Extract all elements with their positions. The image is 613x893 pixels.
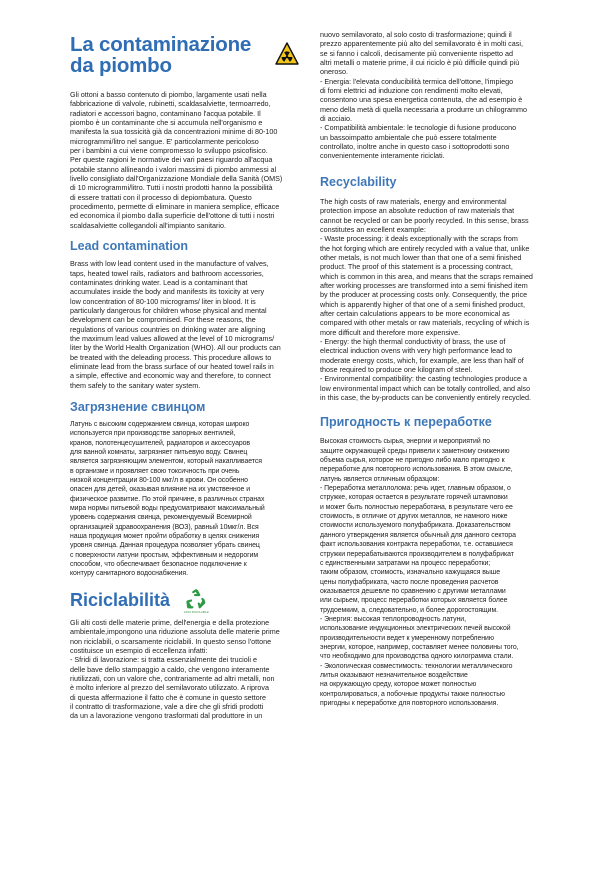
recycle-icon: [185, 588, 207, 610]
lead-paragraph-en: Brass with low lead content used in the manufacture of valves, taps, heated towel rails, radiators and bathroom accessories, contaminates drinking water. Lead is a contaminant that accumulates inside the body and manifests its toxicity at very low concentration of 80-100 micrograms/ liter in blood. It is particularly dangerous for children whose physical and mental development can be compromised. For these reasons, the regulations of various countries on drinking water are aligning the maximum lead values allowed at the level of 10 micrograms/ liter by the World Health Organization (WHO). All our products can be treated with the deleading process. This procedure allows to eliminate lead from the brass surface of our heated towel rails in a simple, effective and economic way and therefore, to connect them safely to the sanitary water system.: [70, 259, 281, 390]
recyclability-heading-en: Recyclability: [320, 174, 397, 189]
recyclability-heading-it: Riciclabilità: [70, 590, 171, 611]
title-row: [70, 34, 311, 76]
page-title: La contaminazione da piombo: [70, 33, 252, 77]
lead-heading-en: Lead contamination: [70, 239, 189, 254]
recyclability-paragraph-en: The high costs of raw materials, energy and environmental protection impose an absolute reduction of raw materials that cannot be recycled or can be poorly recycled. In this sense, brass constitutes an excellent example: - Waste processing: it deals exceptionally with the scraps from the hot forging which are entirely recycled with a value that, unlike other metals, is not much lower than that one of a semi finished product. The proof of this statement is a processing contract, which is common in this area, and means that the scraps remained after working processes are transformed into a semi finished item by the producer at processing costs only. Consequently, the price which is apparently higher of that one of a semi finished product, after certain calculations appears to be more economical as compared with other metals or raw materials, recycling of which is more difficult and therefore more expensive. - Energy: the high thermal conductivity of brass, the use of electrical induction ovens with very high performance lead to moderate energy costs, which, for example, are less than half of those required to produce one kilogram of steel. - Environmental compatibility: the casting technologies produce a low environmental impact which can be totally controlled, and also in this case, the by-products can be conveniently entirely recycled.: [320, 196, 533, 403]
right-column: [320, 30, 554, 708]
lead-heading-ru: Загрязнение свинцом: [70, 399, 206, 414]
radiation-hazard-icon: [275, 42, 299, 66]
left-column: [70, 34, 311, 721]
recycle-title-row: [70, 587, 311, 614]
recycle-badge: [184, 588, 209, 614]
recyclability-paragraph-it: Gli alti costi delle materie prime, dell'energia e della protezione ambientale,impongono una riduzione assoluta delle materie prime non riciclabili, o scarsamente riciclabili. In questo senso l'ottone costituisce un esempio di eccellenza infatti: - Sfridi di lavorazione: si tratta essenzialmente dei trucioli e delle bave dello stampaggio a caldo, che vengono interamente riutilizzati, con un valore che, contrariamente ad altri metalli, non è molto inferiore al prezzo del semilavorato utilizzato. A riprova di questa affermazione il fatto che è comune in questo settore il contratto di trasformazione, vale a dire che gli sfridi prodotti da un a lavorazione vengono trasformati dal produttore in un: [70, 617, 280, 721]
recyclability-heading-ru: Пригодность к переработке: [320, 415, 492, 430]
recyclability-paragraph-it-continued: nuovo semilavorato, al solo costo di trasformazione; quindi il prezzo apparentemente più alto del semilavorato è in molti casi, se si fanno i calcoli, decisamente più conveniente rispetto ad altri metalli o materie prime, il cui riciclo è più difficile quindi più oneroso. - Energia: l'elevata conducibilità termica dell'ottone, l'impiego di forni elettrici ad induzione con rendimenti molto elevati, consentono una spesa energetica contenuta, che ad esempio è meno della metà di quella necessaria a produrre un chilogrammo di acciaio. - Compatibilità ambientale: le tecnologie di fusione producono un bassoimpatto ambientale che può essere totalmente controllato, inoltre anche in questo caso i sottoprodotti sono convenientemente interamente riciclati.: [320, 30, 527, 161]
lead-paragraph-ru: Латунь с высоким содержанием свинца, которая широко используется при производстве запорных вентилей, кранов, полотенцесушителей, радиаторов и аксессуаров для ванной комнаты, загрязняет питьевую воду. Свинец является загрязняющим элементом, который накапливается в организме и проявляет свою токсичность при очень низкой концентрации 80-100 мкг/л в крови. Он особенно опасен для детей, оказывая влияние на их умственное и физическое развитие. По этой причине, в различных странах мира нормы питьевой воды предусматривают максимальный уровень содержания свинца, рекомендуемый Всемирной организацией здравоохранения (ВОЗ), равный 10мкг/л. Вся наша продукция может пройти обработку в целях снижения уровня свинца. Данная процедура позволяет убрать свинец с поверхности латуни простым, эффективным и недорогим способом, что обеспечивает безопасное подключение к контуру санитарного водоснабжения.: [70, 420, 265, 578]
recycle-badge-text: 100% RICICLABILE: [184, 610, 209, 614]
recyclability-paragraph-ru: Высокая стоимость сырья, энергии и мероприятий по защите окружающей среды привели к заметному снижению объема сырья, которое не пригодно либо мало пригодно к переработке для повторного использования. В этом смысле, латунь является отличным образцом: - Переработка металлолома: речь идет, главным образом, о стружке, которая остается в результате горячей штамповки и может быть полностью переработана, в результате чего ее стоимость, в отличие от других металлов, не намного ниже стоимости используемого полуфабриката. Доказательством данного утверждения является обычный для данного сектора факт использования контракта переработки, т.е. оставшиеся стружки перерабатываются производителем в полуфабрикат с единственными затратами на процесс переработки; таким образом, стоимость, изначально кажущаяся выше цены полуфабриката, часто после проведения расчетов оказывается дешевле по сравнению с другими металлами или сырьем, процесс переработки которых является более трудоемким, а, следовательно, и более дорогостоящим. - Энергия: высокая теплопроводность латуни, использование индукционных электрических печей высокой производительности ведет к умеренному потреблению энергии, которое, например, составляет менее половины того, что необходимо для производства одного килограмма стали. - Экологическая совместимость: технологии металлического литья оказывают незначительное воздействие на окружающую среду, которое может полностью контролироваться, а побочные продукты также полностью пригодны к переработке для повторного использования.: [320, 438, 519, 707]
lead-paragraph-it: Gli ottoni a basso contenuto di piombo, largamente usati nella fabbricazione di valvole, rubinetti, scaldasalviette, termoarredo, radiatori e accessori bagno, contaminano l'acqua potabile. Il piombo è un contaminante che si accumula nell'organismo e manifesta la sua tossicità già da concentrazioni minime di 80-100 microgrammi/litro nel sangue. E' particolarmente pericoloso per i bambini a cui viene compromesso lo sviluppo psicofisico. Per queste ragioni le normative dei vari paesi riguardo all'acqua potabile stanno allineando i valori massimi di piombo ammessi al livello consigliato dall'Organizzazione Mondiale della Sanità (OMS) di 10 microgrammi/litro. Tutti i nostri prodotti hanno la possibilità di essere trattati con il processo di depiombatura. Questo procedimento, permette di eliminare in maniera semplice, efficace ed economica il piombo dalla superficie dell'ottone di tutti i nostri scaldasalviette collegandoli all'impianto sanitario.: [70, 90, 283, 230]
